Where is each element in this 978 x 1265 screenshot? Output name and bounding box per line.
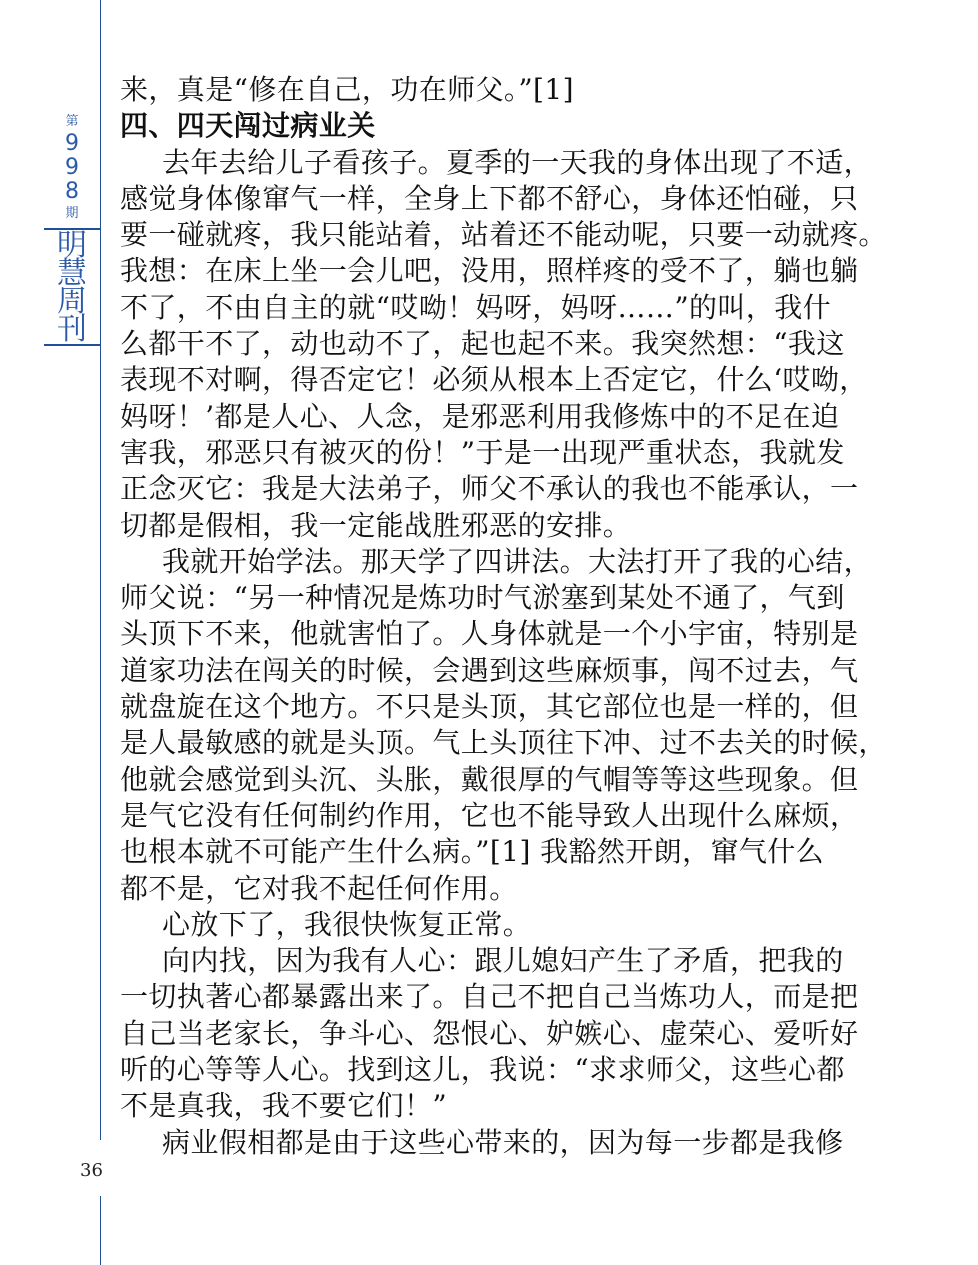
text-line: 我就开始学法。那天学了四讲法。大法打开了我的心结， — [162, 544, 873, 578]
page-number: 36 — [80, 1160, 103, 1181]
text-line: 是人最敏感的就是头顶。气上头顶往下冲、过不去关的时候， — [120, 726, 887, 760]
text-line: 我想：在床上坐一会儿吧，没用，照样疼的受不了，躺也躺 — [120, 254, 859, 288]
text-line: 正念灭它：我是大法弟子，师父不承认的我也不能承认，一 — [120, 472, 859, 506]
issue-digit: 8 — [65, 179, 79, 204]
text-line: 心放下了，我很快恢复正常。 — [162, 907, 532, 941]
text-line: 自己当老家长，争斗心、怨恨心、妒嫉心、虚荣心、爱听好 — [120, 1016, 859, 1050]
issue-suffix: 期 — [65, 206, 79, 221]
issue-prefix: 第 — [65, 114, 79, 129]
text-line: 么都干不了，动也动不了，起也起不来。我突然想：“我这 — [120, 327, 845, 361]
magazine-char: 慧 — [57, 256, 87, 291]
text-line: 病业假相都是由于这些心带来的，因为每一步都是我修 — [162, 1125, 844, 1159]
text-line: 都不是，它对我不起任何作用。 — [120, 871, 518, 905]
text-line: 来，真是“修在自己，功在师父。”[1] — [120, 73, 574, 106]
text-line: 听的心等等人心。找到这儿，我说：“求求师父，这些心都 — [120, 1053, 845, 1087]
text-line: 道家功法在闯关的时候，会遇到这些麻烦事，闯不过去，气 — [120, 653, 859, 687]
magazine-char: 刊 — [57, 312, 87, 347]
sidebar-rule-lower — [100, 1196, 101, 1265]
text-line: 头顶下不来，他就害怕了。人身体就是一个小宇宙，特别是 — [120, 617, 859, 651]
text-line: 师父说：“另一种情况是炼功时气淤塞到某处不通了，气到 — [120, 581, 845, 615]
magazine-title — [44, 228, 100, 347]
text-line: 不了，不由自主的就“哎呦！妈呀，妈呀……”的叫，我什 — [120, 290, 832, 324]
text-line: 妈呀！’都是人心、人念，是邪恶利用我修炼中的不足在迫 — [120, 399, 840, 433]
text-line: 切都是假相，我一定能战胜邪恶的安排。 — [120, 508, 632, 542]
text-line: 去年去给儿子看孩子。夏季的一天我的身体出现了不适， — [162, 145, 873, 179]
issue-digit: 9 — [65, 155, 79, 180]
text-line: 他就会感觉到头沉、头胀，戴很厚的气帽等等这些现象。但 — [120, 762, 859, 796]
issue-marker — [44, 108, 100, 230]
text-line: 表现不对啊，得否定它！必须从根本上否定它，什么‘哎呦， — [120, 363, 868, 397]
magazine-char: 明 — [57, 228, 87, 263]
text-line: 一切执著心都暴露出来了。自己不把自己当炼功人，而是把 — [120, 980, 859, 1014]
text-line: 不是真我，我不要它们！” — [120, 1089, 448, 1123]
text-line: 害我，邪恶只有被灭的份！”于是一出现严重状态，我就发 — [120, 435, 845, 469]
text-line: 感觉身体像窜气一样，全身上下都不舒心，身体还怕碰，只 — [120, 181, 859, 215]
text-line: 向内找，因为我有人心：跟儿媳妇产生了矛盾，把我的 — [162, 944, 844, 978]
text-line: 也根本就不可能产生什么病。”[1] 我豁然开朗，窜气什么 — [120, 835, 825, 869]
section-heading: 四、四天闯过病业关 — [120, 109, 376, 143]
text-line: 是气它没有任何制约作用，它也不能导致人出现什么麻烦， — [120, 798, 859, 832]
article-body — [120, 72, 887, 1161]
issue-digit: 9 — [65, 131, 79, 156]
sidebar-rule — [100, 0, 101, 1140]
text-line: 就盘旋在这个地方。不只是头顶，其它部位也是一样的，但 — [120, 690, 859, 724]
text-line: 要一碰就疼，我只能站着，站着还不能动呢，只要一动就疼。 — [120, 218, 887, 252]
magazine-char: 周 — [57, 284, 87, 319]
